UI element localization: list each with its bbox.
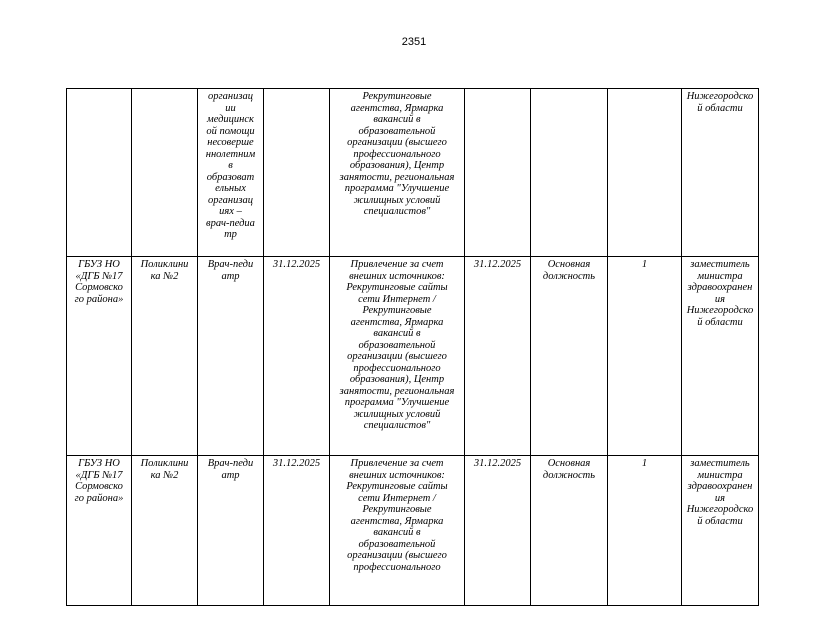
org-cell xyxy=(67,89,132,257)
deadline-cell: 31.12.2025 xyxy=(264,257,330,456)
org-cell: ГБУЗ НО «ДГБ №17 Сормовско го района» xyxy=(67,456,132,606)
deadline-cell xyxy=(264,89,330,257)
table-row xyxy=(67,456,759,606)
count-cell: 1 xyxy=(608,456,682,606)
org-cell: ГБУЗ НО «ДГБ №17 Сормовско го района» xyxy=(67,257,132,456)
completion-date-cell xyxy=(465,89,531,257)
measures-cell: Привлечение за счет внешних источников: Рекрутинговые сайты сети Интернет / Рекрутинговые агентства, Ярмарка вакансий в образовательной организации (высшего профессионального образования), Центр занятости, региональная программа "Улучшение жилищных условий специалистов" xyxy=(330,257,465,456)
completion-date-cell: 31.12.2025 xyxy=(465,257,531,456)
unit-cell: Поликлини ка №2 xyxy=(132,257,198,456)
measures-cell: Привлечение за счет внешних источников: Рекрутинговые сайты сети Интернет / Рекрутинговые агентства, Ярмарка вакансий в образовательной организации (высшего профессионального xyxy=(330,456,465,606)
position-type-cell: Основная должность xyxy=(531,257,608,456)
responsible-cell: Нижегородско й области xyxy=(682,89,759,257)
count-cell xyxy=(608,89,682,257)
count-cell: 1 xyxy=(608,257,682,456)
table-row xyxy=(67,89,759,257)
responsible-cell: заместитель министра здравоохранен ия Нижегородско й области xyxy=(682,456,759,606)
position-cell: организац ии медицинск ой помощи несоверше ннолетним в образоват ельных организац иях – врач-педиа тр xyxy=(198,89,264,257)
position-cell: Врач-педи атр xyxy=(198,257,264,456)
unit-cell xyxy=(132,89,198,257)
position-type-cell: Основная должность xyxy=(531,456,608,606)
page-number: 2351 xyxy=(401,36,427,48)
table-row xyxy=(67,257,759,456)
deadline-cell: 31.12.2025 xyxy=(264,456,330,606)
measures-cell: Рекрутинговые агентства, Ярмарка вакансий в образовательной организации (высшего профессионального образования), Центр занятости, региональная программа "Улучшение жилищных условий специалистов" xyxy=(330,89,465,257)
position-cell: Врач-педи атр xyxy=(198,456,264,606)
responsible-cell: заместитель министра здравоохранен ия Нижегородско й области xyxy=(682,257,759,456)
position-type-cell xyxy=(531,89,608,257)
unit-cell: Поликлини ка №2 xyxy=(132,456,198,606)
completion-date-cell: 31.12.2025 xyxy=(465,456,531,606)
staffing-plan-table xyxy=(66,88,759,606)
